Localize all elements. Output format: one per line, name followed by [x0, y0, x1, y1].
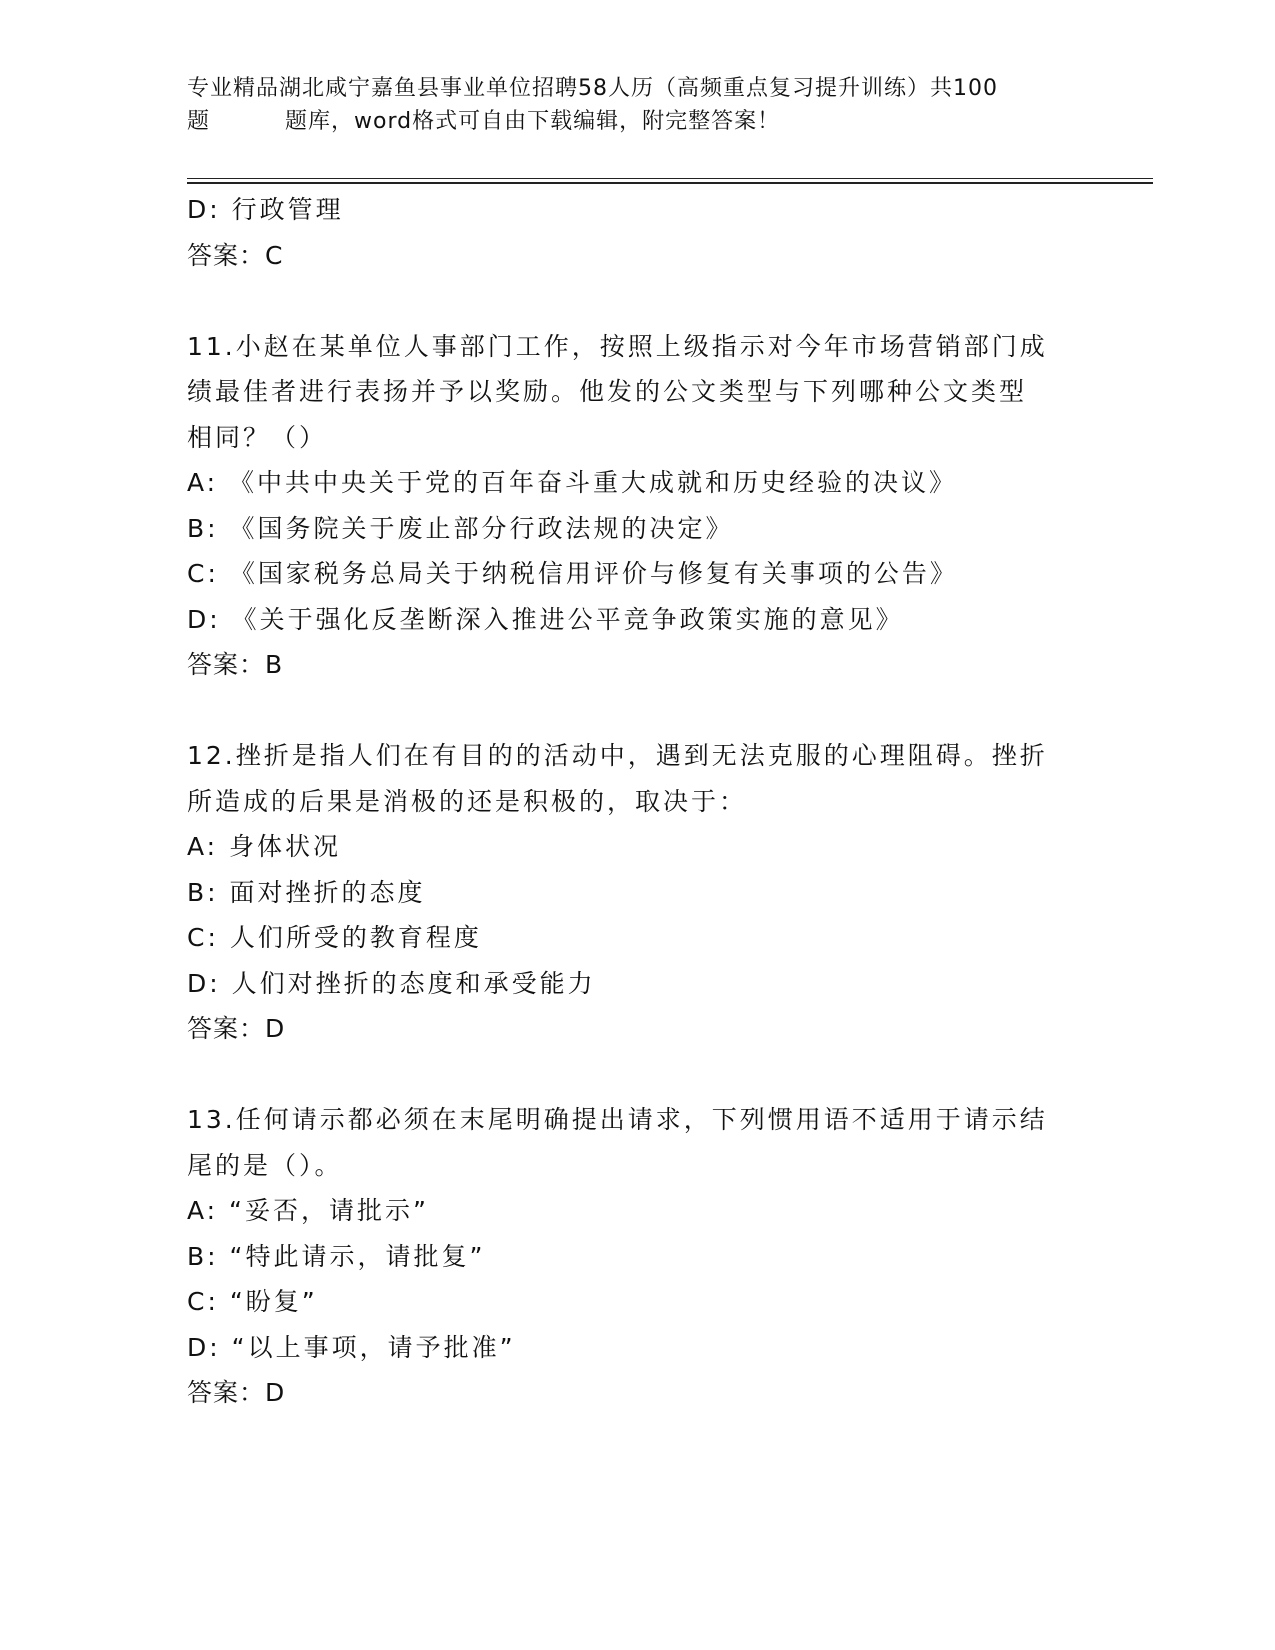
option-d: D: 《关于强化反垄断深入推进公平竞争政策实施的意见》	[187, 604, 904, 634]
option-c: C: 《国家税务总局关于纳税信用评价与修复有关事项的公告》	[187, 559, 958, 588]
answer: 答案：D	[187, 1378, 286, 1407]
question-stem-line: 尾的是（）。	[187, 1150, 343, 1180]
option-c: C: 人们所受的教育程度	[187, 923, 482, 952]
option-c: C: “盼复”	[187, 1287, 318, 1316]
option-a: A: 身体状况	[187, 832, 342, 861]
header-title-line1: 专业精品湖北咸宁嘉鱼县事业单位招聘58人历（高频重点复习提升训练）共100	[187, 76, 998, 101]
spacer	[187, 278, 1077, 324]
option-a: A: 《中共中央关于党的百年奋斗重大成就和历史经验的决议》	[187, 468, 958, 497]
question-stem-line: 13.任何请示都必须在末尾明确提出请求，下列惯用语不适用于请示结	[187, 1105, 1048, 1134]
header-divider-thin	[187, 178, 1153, 179]
option-d: D: “以上事项，请予批准”	[187, 1332, 516, 1362]
header-title-line2-start: 题	[187, 109, 211, 134]
page-header	[187, 72, 1077, 138]
header-divider-thick	[187, 182, 1153, 184]
spacer	[187, 688, 1077, 734]
prev-question-answer: 答案：C	[187, 240, 284, 270]
question-stem-line: 12.挫折是指人们在有目的的活动中，遇到无法克服的心理阻碍。挫折	[187, 741, 1048, 770]
option-b: B: 面对挫折的态度	[187, 877, 426, 907]
prev-question-option-d: D: 行政管理	[187, 195, 344, 224]
answer: 答案：D	[187, 1014, 286, 1043]
question-content	[187, 187, 1077, 1416]
header-title-line2-rest: 题库，word格式可自由下载编辑，附完整答案！	[285, 109, 781, 134]
option-b: B: 《国务院关于废止部分行政法规的决定》	[187, 513, 734, 543]
question-stem-line: 所造成的后果是消极的还是积极的，取决于：	[187, 786, 748, 816]
question-13	[187, 1097, 1077, 1416]
question-stem-line: 相同？（）	[187, 422, 328, 452]
option-a: A: “妥否，请批示”	[187, 1196, 429, 1225]
header-title-line2	[187, 105, 1077, 138]
question-11	[187, 324, 1077, 688]
option-d: D: 人们对挫折的态度和承受能力	[187, 968, 596, 998]
question-stem-line: 11.小赵在某单位人事部门工作，按照上级指示对今年市场营销部门成	[187, 331, 1048, 361]
question-stem-line: 绩最佳者进行表扬并予以奖励。他发的公文类型与下列哪种公文类型	[187, 377, 1028, 406]
answer: 答案：B	[187, 650, 284, 679]
question-12	[187, 733, 1077, 1052]
option-b: B: “特此请示，请批复”	[187, 1241, 486, 1271]
spacer	[187, 1052, 1077, 1098]
